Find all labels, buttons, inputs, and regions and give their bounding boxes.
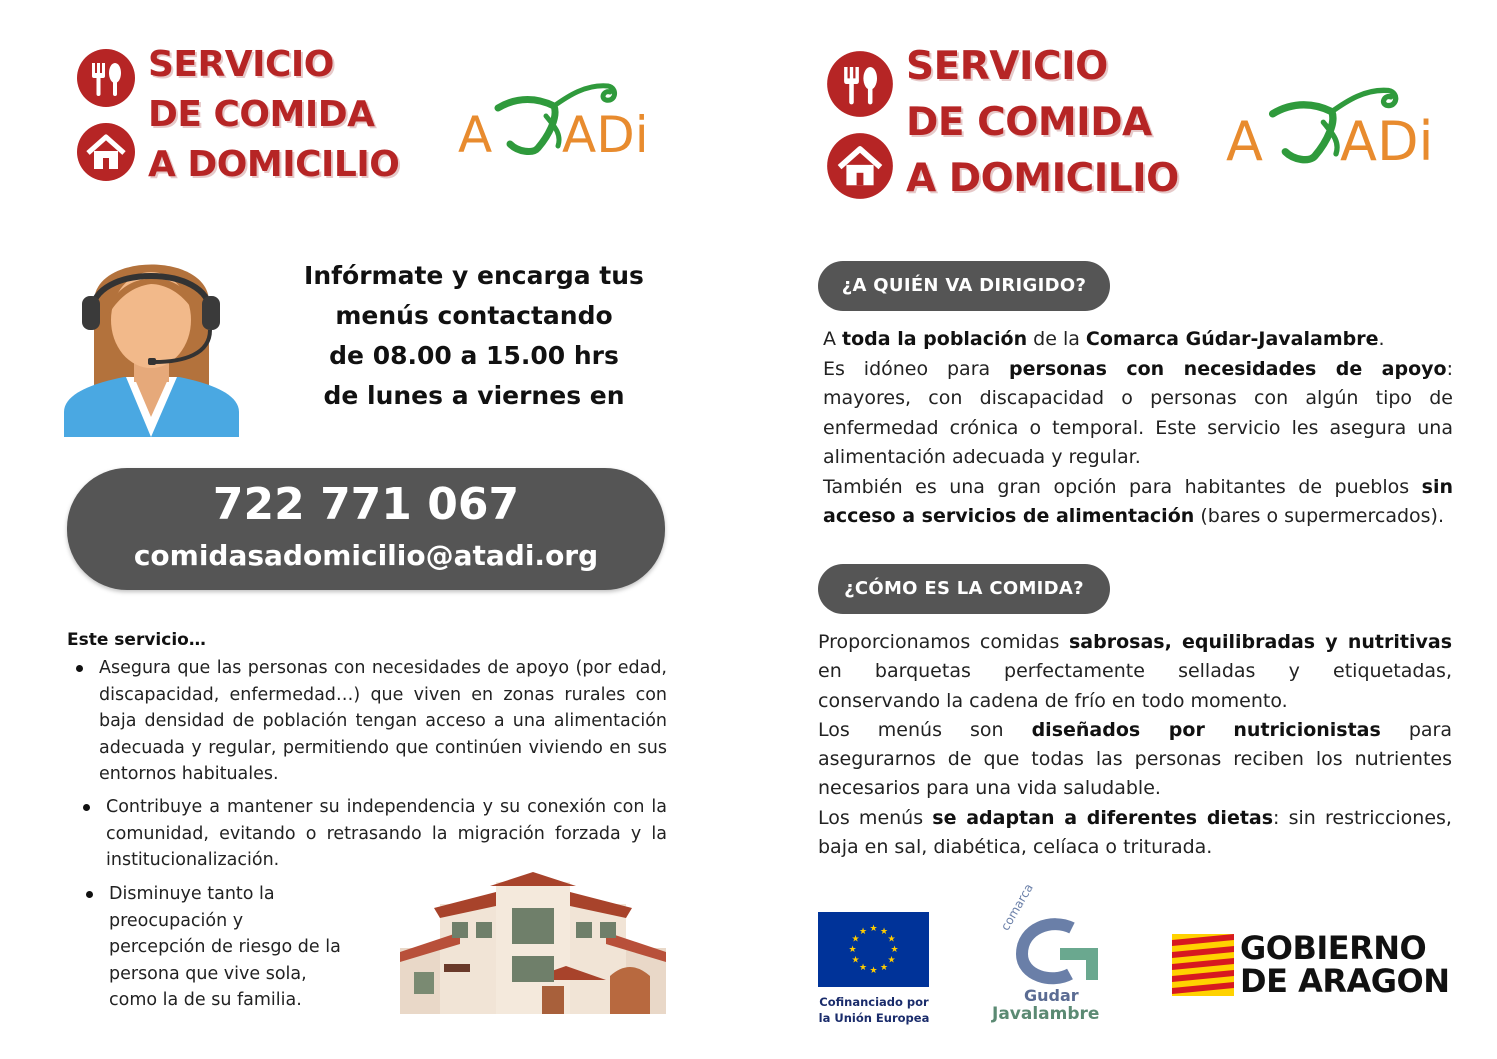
- section-target-audience-title: ¿A QUIÉN VA DIRIGIDO?: [818, 261, 1110, 311]
- svg-text:★: ★: [890, 945, 899, 955]
- info-line-2: menús contactando: [335, 301, 613, 330]
- text-line: acceso a servicios de alimentación (bares o supermercados).: [823, 505, 1445, 527]
- eu-caption-line-2: la Unión Europea: [818, 1011, 930, 1025]
- bullet-dot: [76, 665, 83, 672]
- bullet-item-1: Asegura que las personas con necesidades de apoyo (por edad, discapacidad, enfermedad…) que viven en zonas rurales con baja densidad de población tengan acceso a una alimentación adecuada y regular, permitiendo que continúen viviendo en sus entornos habituales.: [99, 658, 667, 784]
- svg-text:★: ★: [887, 955, 896, 966]
- text-line: enfermedad crónica o temporal. Este servicio les asegura una: [823, 416, 1453, 439]
- eu-flag-logo: [818, 912, 929, 987]
- bullet-item-2: Contribuye a mantener su independencia y su conexión con la comunidad, evitando o retrasando la migración forzada y la institucionalización.: [106, 797, 667, 870]
- text-line: necesarios para una vida saludable.: [818, 777, 1161, 800]
- house-icon: [826, 132, 894, 200]
- svg-text:★: ★: [869, 966, 878, 976]
- title-line-1: SERVICIO: [148, 44, 334, 85]
- svg-text:★: ★: [879, 963, 889, 973]
- comarca-top-label: comarca: [998, 881, 1036, 933]
- title-block-right: [826, 44, 1196, 204]
- gobierno-line-1: GOBIERNO: [1240, 929, 1427, 967]
- svg-text:★: ★: [848, 945, 857, 955]
- title-line-2: DE COMIDA: [906, 100, 1152, 145]
- building-illustration: [400, 872, 666, 1014]
- gobierno-aragon-logo: [1240, 929, 1450, 1000]
- eu-caption-line-1: Cofinanciado por: [819, 995, 929, 1009]
- info-line-1: Infórmate y encarga tus: [304, 261, 644, 290]
- atadi-letters-adi: ADi: [562, 106, 649, 164]
- atadi-letter-a: A: [458, 106, 493, 164]
- text-line: Es idóneo para personas con necesidades de apoyo:: [823, 357, 1453, 380]
- service-heading: Este servicio…: [67, 630, 206, 650]
- text-line: mayores, con discapacidad o personas con algún tipo de: [823, 387, 1453, 409]
- text-line: baja en sal, diabética, celíaca o triturada.: [818, 836, 1213, 859]
- svg-text:★: ★: [851, 955, 860, 966]
- title-line-3: A DOMICILIO: [148, 144, 400, 185]
- svg-text:★: ★: [879, 927, 889, 937]
- bullet-dot: [86, 891, 93, 898]
- contact-box: [67, 468, 665, 590]
- bullet-dot: [83, 804, 90, 811]
- bullet-item-3: Disminuye tanto la preocupación y percepción de riesgo de la persona que vive sola, como la de su familia.: [109, 884, 341, 1010]
- svg-text:★: ★: [887, 934, 896, 945]
- text-line: Proporcionamos comidas sabrosas, equilibradas y nutritivas: [818, 631, 1452, 653]
- title-line-2: DE COMIDA: [148, 94, 375, 135]
- comarca-name-1: Gudar: [1024, 986, 1079, 1005]
- email-address[interactable]: comidasadomicilio@atadi.org: [133, 539, 599, 572]
- text-line: Los menús se adaptan a diferentes dietas: sin restricciones,: [818, 806, 1452, 829]
- contact-hours-text: [284, 256, 664, 416]
- svg-text:★: ★: [869, 924, 878, 934]
- text-line: en barquetas perfectamente selladas y etiquetadas,: [818, 660, 1452, 683]
- text-line: asegurarnos de que todas las personas reciben los nutrientes: [818, 748, 1452, 771]
- comarca-name-2: Javalambre: [992, 1004, 1100, 1024]
- target-audience-text: [823, 325, 1453, 532]
- text-line: Los menús son diseñados por nutricionistas para: [818, 718, 1453, 741]
- phone-number[interactable]: 722 771 067: [212, 479, 520, 530]
- text-line: conservando la cadena de frío en todo momento.: [818, 689, 1288, 712]
- gobierno-line-2: DE ARAGON: [1240, 962, 1450, 1000]
- atadi-letters-adi: ADi: [1340, 110, 1434, 173]
- food-description-text: [818, 628, 1452, 862]
- svg-text:★: ★: [851, 934, 860, 945]
- cutlery-icon: [76, 48, 136, 108]
- text-line: A toda la población de la Comarca Gúdar-Javalambre.: [823, 328, 1385, 350]
- info-line-4: de lunes a viernes en: [323, 381, 625, 410]
- aragon-flag-icon: [1172, 934, 1234, 996]
- section-food-title: ¿CÓMO ES LA COMIDA?: [818, 564, 1110, 614]
- svg-text:★: ★: [858, 963, 868, 973]
- operator-illustration: [64, 242, 239, 437]
- atadi-logo-left: [458, 76, 668, 166]
- info-line-3: de 08.00 a 15.00 hrs: [329, 341, 619, 370]
- eu-caption: [814, 994, 934, 1026]
- atadi-letter-a: A: [1226, 110, 1263, 173]
- comarca-logo: [986, 881, 1110, 1026]
- atadi-logo-right: [1226, 80, 1456, 175]
- house-icon: [76, 122, 136, 182]
- title-line-1: SERVICIO: [906, 44, 1108, 89]
- cutlery-icon: [826, 50, 894, 118]
- svg-text:★: ★: [858, 927, 868, 937]
- title-line-3: A DOMICILIO: [906, 156, 1179, 201]
- title-block-left: [76, 44, 406, 194]
- eu-stars-icon: [818, 912, 929, 987]
- comarca-g-icon: [1012, 918, 1102, 988]
- text-line: También es una gran opción para habitantes de pueblos sin: [823, 475, 1453, 498]
- text-line: alimentación adecuada y regular.: [823, 446, 1141, 468]
